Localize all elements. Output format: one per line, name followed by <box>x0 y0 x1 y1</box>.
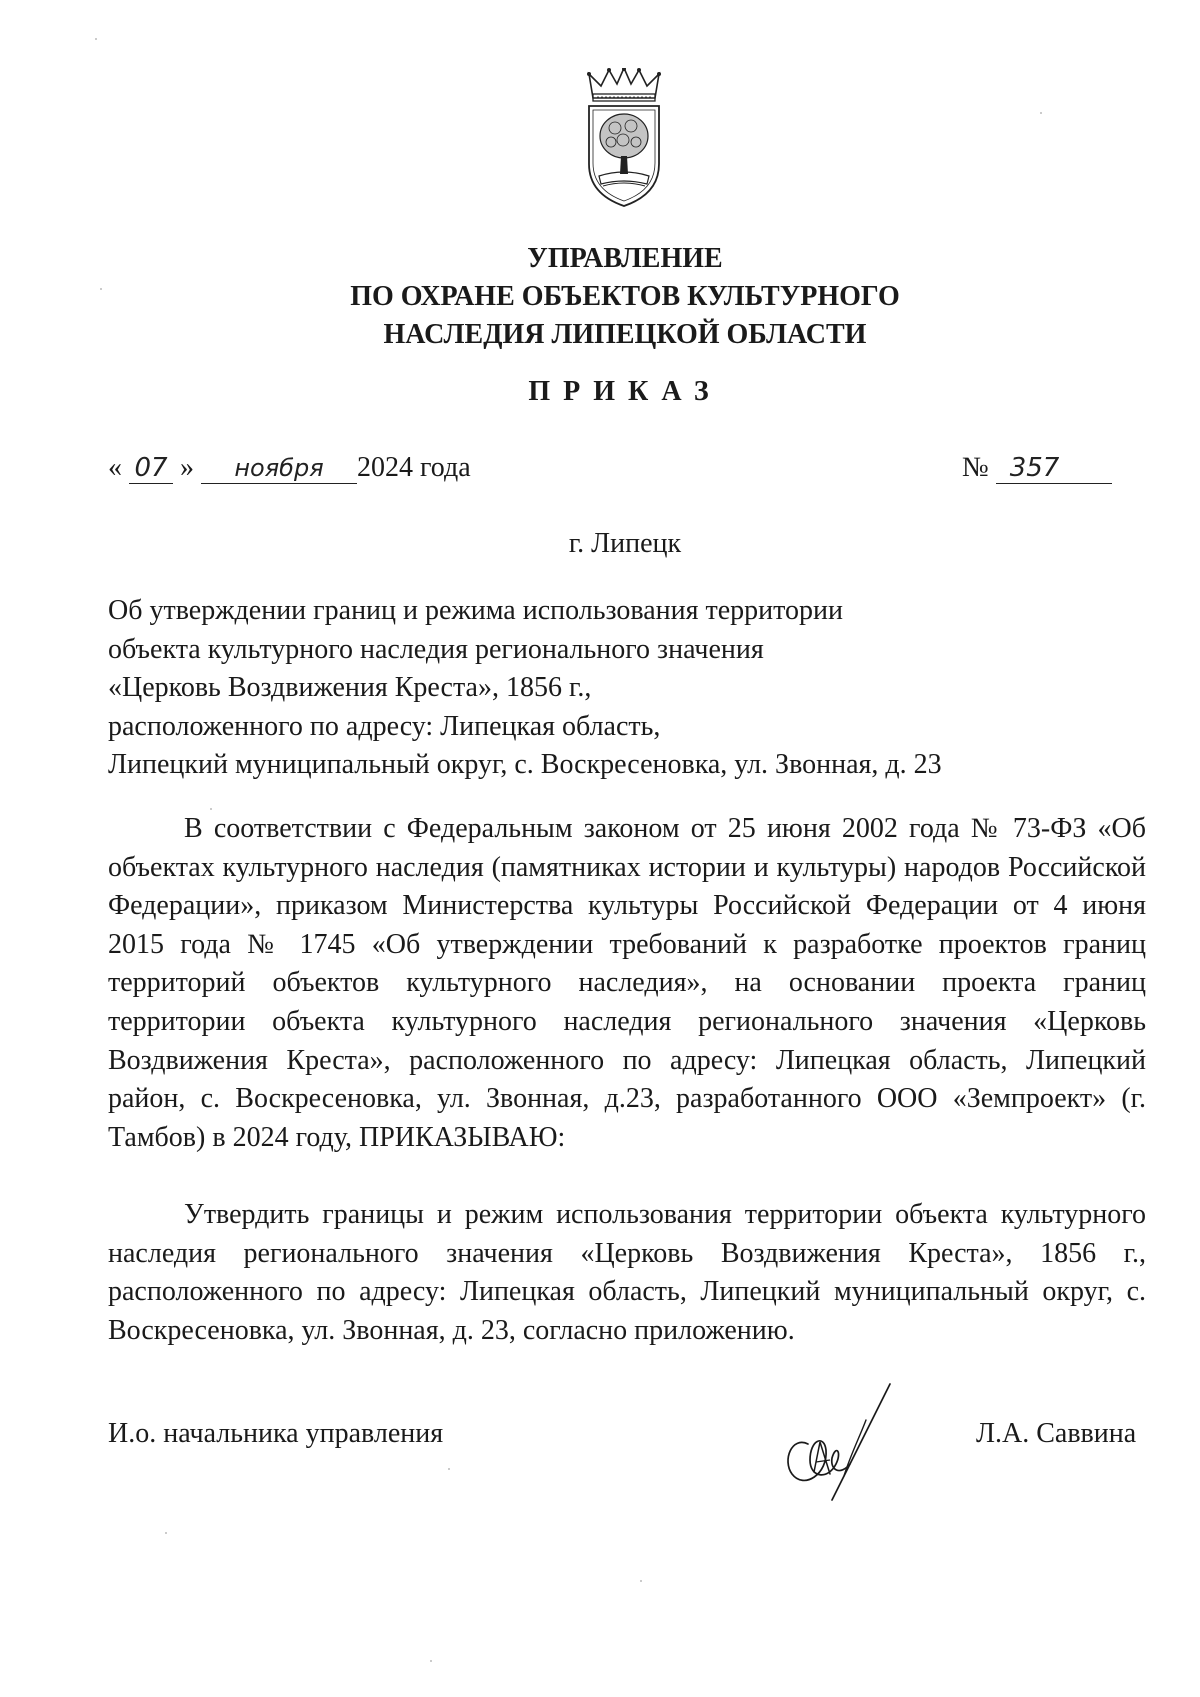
date-day: 07 <box>129 453 173 484</box>
date-month: ноября <box>201 453 357 484</box>
date-close-quote: » <box>180 452 194 483</box>
date-year: 2024 года <box>357 452 471 483</box>
scan-speck <box>1040 112 1042 114</box>
header-line-1: УПРАВЛЕНИЕ <box>527 243 723 274</box>
date-open-quote: « <box>108 452 122 483</box>
subject-line: объекта культурного наследия регионального значения <box>108 633 764 665</box>
organization-header <box>250 240 1000 354</box>
header-line-3: НАСЛЕДИЯ ЛИПЕЦКОЙ ОБЛАСТИ <box>383 319 867 350</box>
scan-speck <box>165 1532 167 1534</box>
city: г. Липецк <box>568 528 682 559</box>
header-line-2: ПО ОХРАНЕ ОБЪЕКТОВ КУЛЬТУРНОГО <box>350 281 900 312</box>
coat-of-arms-icon <box>585 68 663 208</box>
subject-line: Липецкий муниципальный округ, с. Воскресеновка, ул. Звонная, д. 23 <box>108 749 942 780</box>
subject-line: расположенного по адресу: Липецкая область, <box>108 710 661 742</box>
scan-speck <box>210 808 212 810</box>
order-number: 357 <box>996 453 1112 484</box>
subject-line: «Церковь Воздвижения Креста», 1856 г., <box>108 672 592 703</box>
scan-speck <box>640 1580 642 1582</box>
signatory-position: И.о. начальника управления <box>108 1418 444 1449</box>
preamble-paragraph <box>108 810 1146 1157</box>
subject-line: Об утверждении границ и режима использования территории <box>108 595 843 626</box>
number-label: № <box>962 452 989 483</box>
preamble-text: В соответствии с Федеральным законом от 25 июня 2002 года № 73-ФЗ «Об объектах культурного наследия (памятниках истории и культуры) народов Российской Федерации», приказом Министерства культуры Российской Федерации от 4 июня 2015 года № 1745 «Об утверждении требований к разработке проектов границ территорий объектов культурного наследия», на основании проекта границ территории объекта культурного наследия регионального значения «Церковь Воздвижения Креста», расположенного по адресу: Липецкая область, Липецкий район, с. Воскресеновка, ул. Звонная, д.23, разработанного ООО «Земпроект» (г. Тамбов) в 2024 году, ПРИКАЗЫВАЮ: <box>108 813 1146 1153</box>
scan-speck <box>95 38 97 40</box>
order-paragraph <box>108 1196 1146 1350</box>
signatory-name: Л.А. Саввина <box>976 1418 1137 1449</box>
order-text: Утвердить границы и режим использования территории объекта культурного наследия регионального значения «Церковь Воздвижения Креста», 1856 г., расположенного по адресу: Липецкая область, Липецкий муниципальный округ, с. Воскресеновка, ул. Звонная, д. 23, согласно приложению. <box>108 1199 1146 1346</box>
date-line <box>108 452 471 484</box>
scan-speck <box>448 1468 450 1470</box>
document-type: ПРИКАЗ <box>528 376 722 407</box>
order-number-line <box>962 452 1112 484</box>
scan-speck <box>430 1660 432 1662</box>
order-subject <box>108 592 942 785</box>
handwritten-signature-icon <box>770 1378 900 1508</box>
scan-speck <box>100 288 102 290</box>
